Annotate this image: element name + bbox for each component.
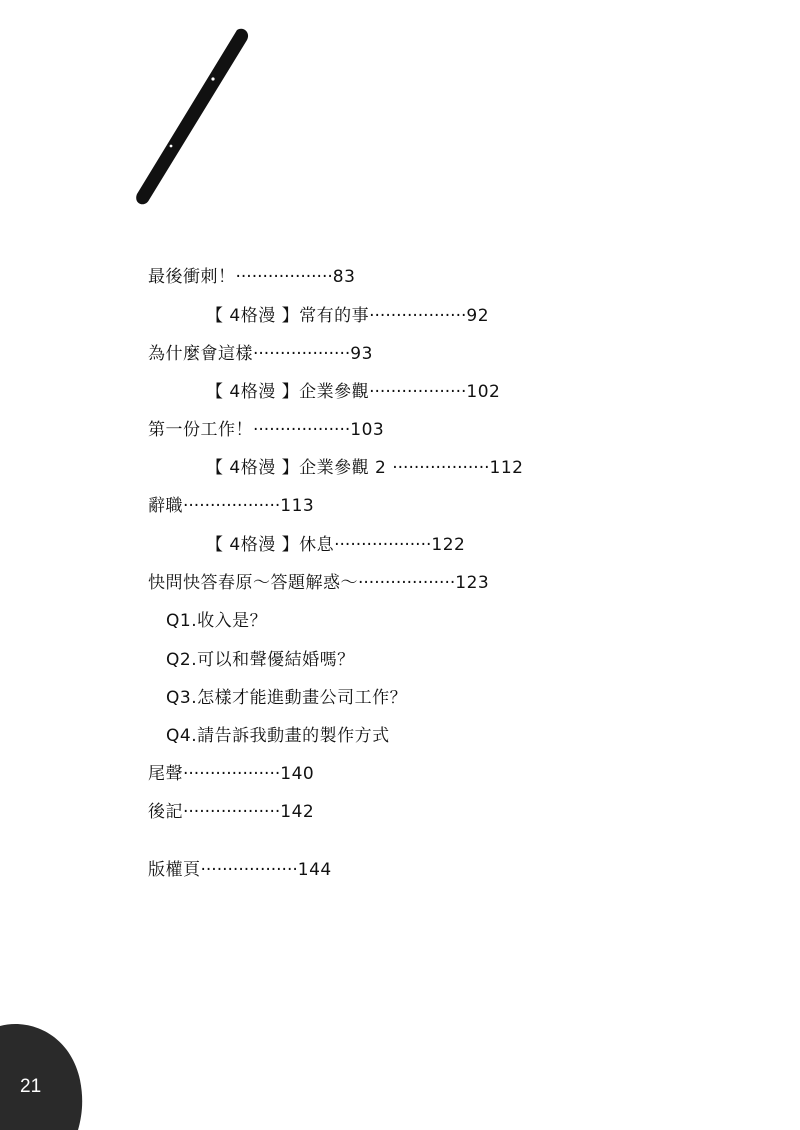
toc-entry-page: 92 <box>466 306 490 326</box>
toc-entry-title: Q1.收入是？ <box>166 611 268 631</box>
toc-entry <box>148 344 373 364</box>
toc-entry-page: 123 <box>455 573 490 593</box>
toc-entry-page: 102 <box>466 382 501 402</box>
toc-leader-dots: ·················· <box>183 496 281 516</box>
toc-entry <box>148 860 332 880</box>
toc-leader-dots: ·················· <box>183 802 281 822</box>
toc-entry-page: 113 <box>280 496 315 516</box>
toc-leader-dots: ·················· <box>369 306 467 326</box>
toc-entry-page: 112 <box>489 458 524 478</box>
toc-entry-title: 【 4格漫 】休息 <box>206 535 335 555</box>
toc-leader-dots: ·················· <box>235 267 333 287</box>
toc-entry-page: 142 <box>280 802 315 822</box>
toc-entry-title: 【 4格漫 】企業參觀 <box>206 382 370 402</box>
toc-entry-page: 83 <box>332 267 356 287</box>
toc-entry-page: 93 <box>350 344 373 364</box>
toc-entry <box>148 496 314 516</box>
page-number: 21 <box>20 1076 42 1097</box>
toc-entry-title: 辭職 <box>148 496 183 516</box>
toc-entry <box>148 573 489 593</box>
toc-entry <box>148 267 355 287</box>
toc-entry <box>206 382 500 402</box>
toc-subentry <box>166 650 355 670</box>
toc-leader-dots: ·················· <box>253 420 351 440</box>
toc-entry-title: 【 4格漫 】常有的事 <box>206 306 370 326</box>
toc-entry-title: 最後衝刺！ <box>148 267 236 287</box>
toc-entry <box>206 306 489 326</box>
toc-entry-title: Q2.可以和聲優結婚嗎？ <box>166 650 355 670</box>
toc-entry-title: 後記 <box>148 802 183 822</box>
toc-entry <box>206 535 465 555</box>
toc-entry-title: 尾聲 <box>148 764 183 784</box>
toc-leader-dots: ·················· <box>358 573 456 593</box>
toc-entry-title: 版權頁 <box>148 860 201 880</box>
toc-entry-title: 【 4格漫 】企業參觀 2 <box>206 458 393 478</box>
toc-entry <box>148 802 314 822</box>
toc-entry-title: Q4.請告訴我動畫的製作方式 <box>166 726 390 746</box>
toc-leader-dots: ·················· <box>369 382 467 402</box>
toc-leader-dots: ·················· <box>392 458 490 478</box>
toc-entry-title: Q3.怎樣才能進動畫公司工作？ <box>166 688 408 708</box>
toc-leader-dots: ·················· <box>183 764 281 784</box>
toc-entry <box>206 458 523 478</box>
toc-leader-dots: ·················· <box>334 535 432 555</box>
toc-entry-page: 144 <box>297 860 332 880</box>
toc-entry <box>148 764 314 784</box>
toc-entry-title: 第一份工作！ <box>148 420 253 440</box>
toc-entry-title: 為什麼會這樣 <box>148 344 253 364</box>
toc-entry-page: 140 <box>280 764 315 784</box>
toc-leader-dots: ·················· <box>200 860 298 880</box>
toc-entry <box>148 420 384 440</box>
toc-subentry <box>166 611 267 631</box>
toc-subentry <box>166 688 407 708</box>
toc-subentry <box>166 726 390 746</box>
toc-entry-page: 103 <box>350 420 385 440</box>
toc-entry-title: 快問快答春原～答題解惑～ <box>148 573 358 593</box>
toc-leader-dots: ·················· <box>253 344 351 364</box>
page-number-corner-shape <box>0 1020 110 1130</box>
toc-entry-page: 122 <box>431 535 466 555</box>
